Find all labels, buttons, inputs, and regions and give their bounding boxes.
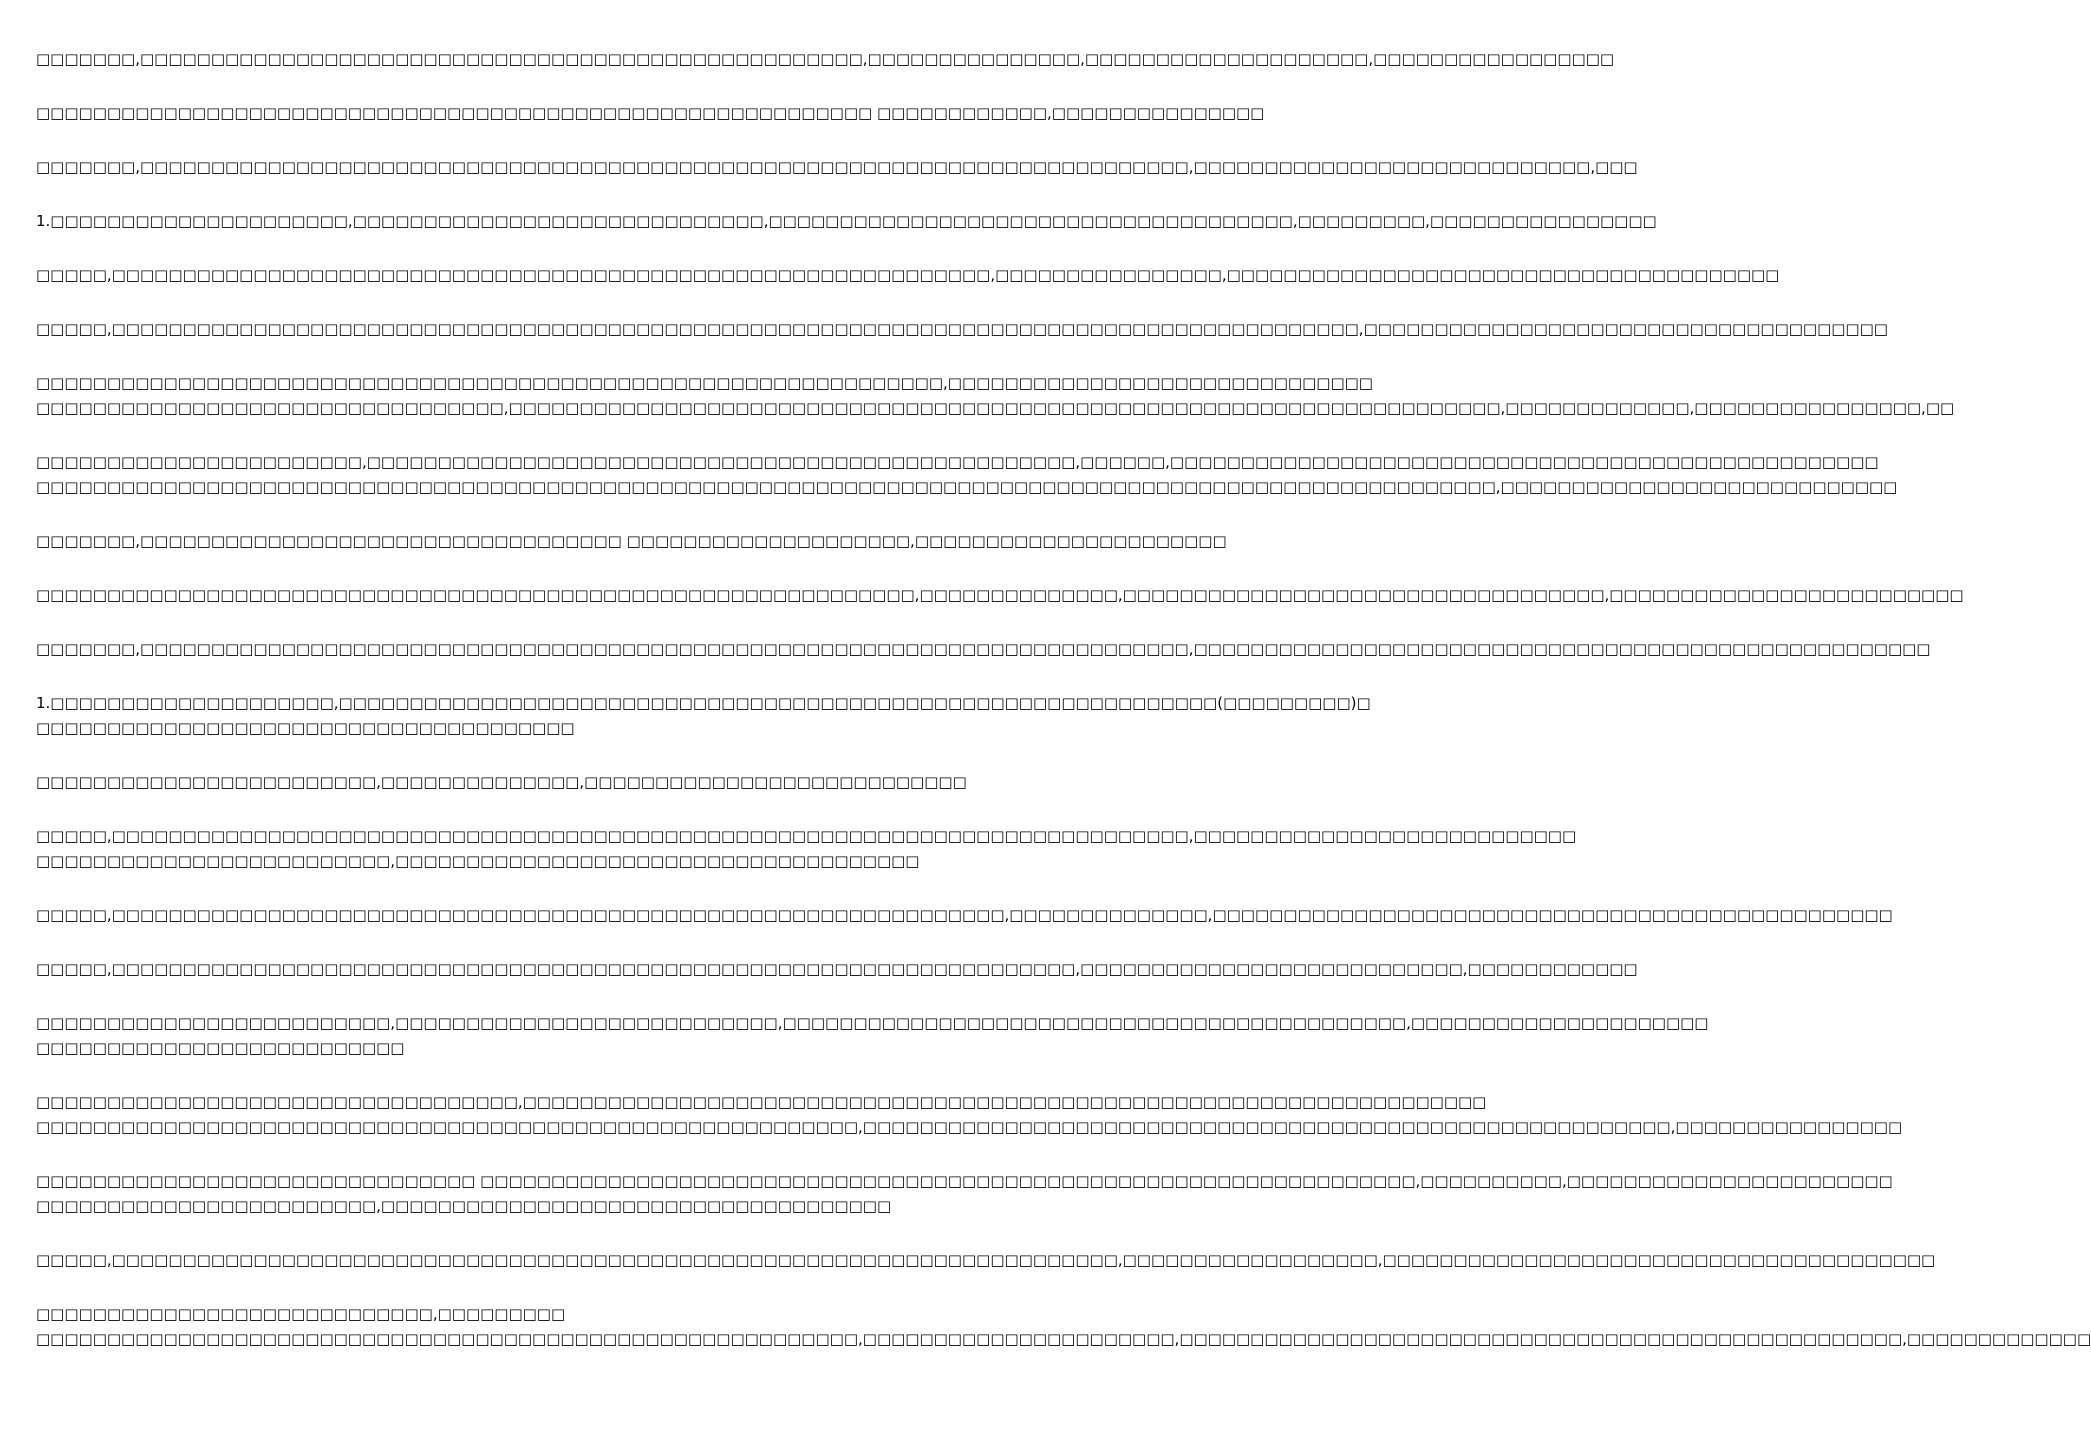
paragraph: [36, 691, 1371, 741]
text-line: □□□□□□□□□□□□□□□□□□□□□□□,□□□□□□□□□□□□□□□□□□□□□□□□□□□□□□□□□□□□□□□□□□□□□□□□□□,□□□□□□,□□□□□□□□□□□□□□□□□□□□□□□□□□□□□□□□□□□□□□□□□□□□□□□□□□: [36, 453, 1879, 471]
text-line: 1.□□□□□□□□□□□□□□□□□□□□□,□□□□□□□□□□□□□□□□□□□□□□□□□□□□□,□□□□□□□□□□□□□□□□□□□□□□□□□□□□□□□□□□□□□,□□□□□□□□□,□□□□□□□□□□□□□□□□: [36, 212, 1657, 230]
text-line: □□□□□□□□□□□□□□□□□□□□□□□□□□□□□□□□□□□□□□: [36, 719, 575, 737]
text-line: □□□□□□□□□□□□□□□□□□□□□□□□□□□□□□□ □□□□□□□□□□□□□□□□□□□□□□□□□□□□□□□□□□□□□□□□□□□□□□□□□□□□□□□□□□□□□□□□□□,□□□□□□□□□□,□□□□□□□□□□□□□□□□□□□□□□□: [36, 1172, 1893, 1190]
paragraph: [36, 770, 990, 795]
text-line: □□□□□,□□□□□□□□□□□□□□□□□□□□□□□□□□□□□□□□□□□□□□□□□□□□□□□□□□□□□□□□□□□□□□□□□□□□□□□,□□□□□□□□□□□□□□□□□□,□□□□□□□□□□□□□□□□□□□□□□□□□□□□□□□□□□□□□□□: [36, 1251, 1936, 1269]
text-line: □□□□□□□□□□□□□□□□□□□□□□□□□□: [36, 1039, 405, 1057]
paragraph: [36, 155, 1638, 180]
text-line: □□□□□□□□□□□□□□□□□□□□□□□□□□□□□□□□□□□□□□□□□□□□□□□□□□□□□□□□□□□□□□□□,□□□□□□□□□□□□□□□□□□□□□□□□□□□□□□: [36, 374, 1373, 392]
paragraph: [36, 263, 1780, 288]
paragraph: [36, 583, 1964, 608]
text-line: □□□□□□□,□□□□□□□□□□□□□□□□□□□□□□□□□□□□□□□□□□□□□□□□□□□□□□□□□□□,□□□□□□□□□□□□□□□,□□□□□□□□□□□□□□□□□□□□,□□□□□□□□□□□□□□□□□: [36, 50, 1615, 68]
paragraph: [36, 1169, 1893, 1219]
text-line: □□□□□□□□□□□□□□□□□□□□□□□□□□□□□□□□□□□□□□□□□□□□□□□□□□□□□□□□□□□ □□□□□□□□□□□□,□□□□□□□□□□□□□□□: [36, 104, 1265, 122]
text-line: □□□□□□□□□□□□□□□□□□□□□□□□□□□□,□□□□□□□□□: [36, 1305, 566, 1323]
text-line: □□□□□□□□□□□□□□□□□□□□□□□□□□□□□□□□□□□□□□□□□□□□□□□□□□□□□□□□□□□□□□□□□□□□□□□□□□□□□□□□□□□□□□□□□□□□□□□□□□□□□□□,□□□□□□□□□□□□□□□□□□□□□□□□□□□□: [36, 478, 1898, 496]
paragraph: [36, 1090, 1903, 1140]
paragraph: [36, 209, 1657, 234]
paragraph: [36, 529, 1227, 554]
text-line: □□□□□□□,□□□□□□□□□□□□□□□□□□□□□□□□□□□□□□□□□□□□□□□□□□□□□□□□□□□□□□□□□□□□□□□□□□□□□□□□□□,□□□□□□□□□□□□□□□□□□□□□□□□□□□□□□□□□□□□□□□□□□□□□□□□□□□□: [36, 640, 1931, 658]
paragraph: [36, 824, 1577, 874]
text-line: □□□□□,□□□□□□□□□□□□□□□□□□□□□□□□□□□□□□□□□□□□□□□□□□□□□□□□□□□□□□□□□□□□□□□,□□□□□□□□□□□□□□,□□□□□□□□□□□□□□□□□□□□□□□□□□□□□□□□□□□□□□□□□□□□□□□□: [36, 906, 1893, 924]
paragraph: [36, 637, 1931, 662]
paragraph: [36, 957, 1638, 982]
paragraph: [36, 47, 1615, 72]
text-line: □□□□□□□,□□□□□□□□□□□□□□□□□□□□□□□□□□□□□□□□□□ □□□□□□□□□□□□□□□□□□□□,□□□□□□□□□□□□□□□□□□□□□□: [36, 532, 1227, 550]
document-body: [36, 47, 2091, 1381]
text-line: □□□□□□□,□□□□□□□□□□□□□□□□□□□□□□□□□□□□□□□□□□□□□□□□□□□□□□□□□□□□□□□□□□□□□□□□□□□□□□□□□□,□□□□□□□□□□□□□□□□□□□□□□□□□□□□,□□□: [36, 158, 1638, 176]
paragraph: [36, 1011, 1709, 1061]
text-line: □□□□□□□□□□□□□□□□□□□□□□□□□,□□□□□□□□□□□□□□□□□□□□□□□□□□□□□□□□□□□□□: [36, 852, 920, 870]
text-line: □□□□□□□□□□□□□□□□□□□□□□□□□,□□□□□□□□□□□□□□□□□□□□□□□□□□□,□□□□□□□□□□□□□□□□□□□□□□□□□□□□□□□□□□□□□□□□□□□□,□□□□□□□□□□□□□□□□□□□□□: [36, 1014, 1709, 1032]
paragraph: [36, 1302, 2091, 1352]
text-line: 1.□□□□□□□□□□□□□□□□□□□□,□□□□□□□□□□□□□□□□□□□□□□□□□□□□□□□□□□□□□□□□□□□□□□□□□□□□□□□□□□□□□□(□□□□□□□□□)□: [36, 694, 1371, 712]
text-line: □□□□□,□□□□□□□□□□□□□□□□□□□□□□□□□□□□□□□□□□□□□□□□□□□□□□□□□□□□□□□□□□□□□□,□□□□□□□□□□□□□□□□,□□□□□□□□□□□□□□□□□□□□□□□□□□□□□□□□□□□□□□□: [36, 266, 1780, 284]
text-line: □□□□□,□□□□□□□□□□□□□□□□□□□□□□□□□□□□□□□□□□□□□□□□□□□□□□□□□□□□□□□□□□□□□□□□□□□□□□□□□□□□□□□□□□□□□□□□,□□□□□□□□□□□□□□□□□□□□□□□□□□□□□□□□□□□□□: [36, 320, 1888, 338]
paragraph: [36, 1248, 1936, 1273]
text-line: □□□□□□□□□□□□□□□□□□□□□□□□□□□□□□□□□□□□□□□□□□□□□□□□□□□□□□□□□□□□□□,□□□□□□□□□□□□□□,□□□□□□□□□□□□□□□□□□□□□□□□□□□□□□□□□□,□□□□□□□□□□□□□□□□□□□□□□□□□: [36, 586, 1964, 604]
text-line: □□□□□,□□□□□□□□□□□□□□□□□□□□□□□□□□□□□□□□□□□□□□□□□□□□□□□□□□□□□□□□□□□□□□□□□□□□□□□□□□□□,□□□□□□□□□□□□□□□□□□□□□□□□□□□: [36, 827, 1577, 845]
text-line: □□□□□□□□□□□□□□□□□□□□□□□□□□□□□□□□□□□□□□□□□□□□□□□□□□□□□□□□□□,□□□□□□□□□□□□□□□□□□□□□□□□□□□□□□□□□□□□□□□□□□□□□□□□□□□□□□□□□,□□□□□□□□□□□□□□□□: [36, 1118, 1903, 1136]
paragraph: [36, 317, 1888, 342]
paragraph: [36, 101, 1265, 126]
paragraph: [36, 371, 1955, 421]
paragraph: [36, 450, 1898, 500]
text-line: □□□□□□□□□□□□□□□□□□□□□□□□□□□□□□□□□□□□□□□□□□□□□□□□□□□□□□□□□□,□□□□□□□□□□□□□□□□□□□□□□,□□□□□□□□□□□□□□□□□□□□□□□□□□□□□□□□□□□□□□□□□□□□□□□□□□□,□□□□□□□□□□□□□: [36, 1330, 2091, 1348]
text-line: □□□□□,□□□□□□□□□□□□□□□□□□□□□□□□□□□□□□□□□□□□□□□□□□□□□□□□□□□□□□□□□□□□□□□□□□□□,□□□□□□□□□□□□□□□□□□□□□□□□□□□,□□□□□□□□□□□□: [36, 960, 1638, 978]
text-line: □□□□□□□□□□□□□□□□□□□□□□□□,□□□□□□□□□□□□□□□□□□□□□□□□□□□□□□□□□□□□: [36, 1197, 892, 1215]
paragraph: [36, 903, 1893, 928]
text-line: □□□□□□□□□□□□□□□□□□□□□□□□,□□□□□□□□□□□□□□,□□□□□□□□□□□□□□□□□□□□□□□□□□□: [36, 773, 967, 791]
text-line: □□□□□□□□□□□□□□□□□□□□□□□□□□□□□□□□□,□□□□□□□□□□□□□□□□□□□□□□□□□□□□□□□□□□□□□□□□□□□□□□□□□□□□□□□□□□□□□□□□□□□□□□,□□□□□□□□□□□□□,□□□□□□□□□□□□□□□□,□□: [36, 399, 1955, 417]
text-line: □□□□□□□□□□□□□□□□□□□□□□□□□□□□□□□□□□,□□□□□□□□□□□□□□□□□□□□□□□□□□□□□□□□□□□□□□□□□□□□□□□□□□□□□□□□□□□□□□□□□□□□: [36, 1093, 1487, 1111]
